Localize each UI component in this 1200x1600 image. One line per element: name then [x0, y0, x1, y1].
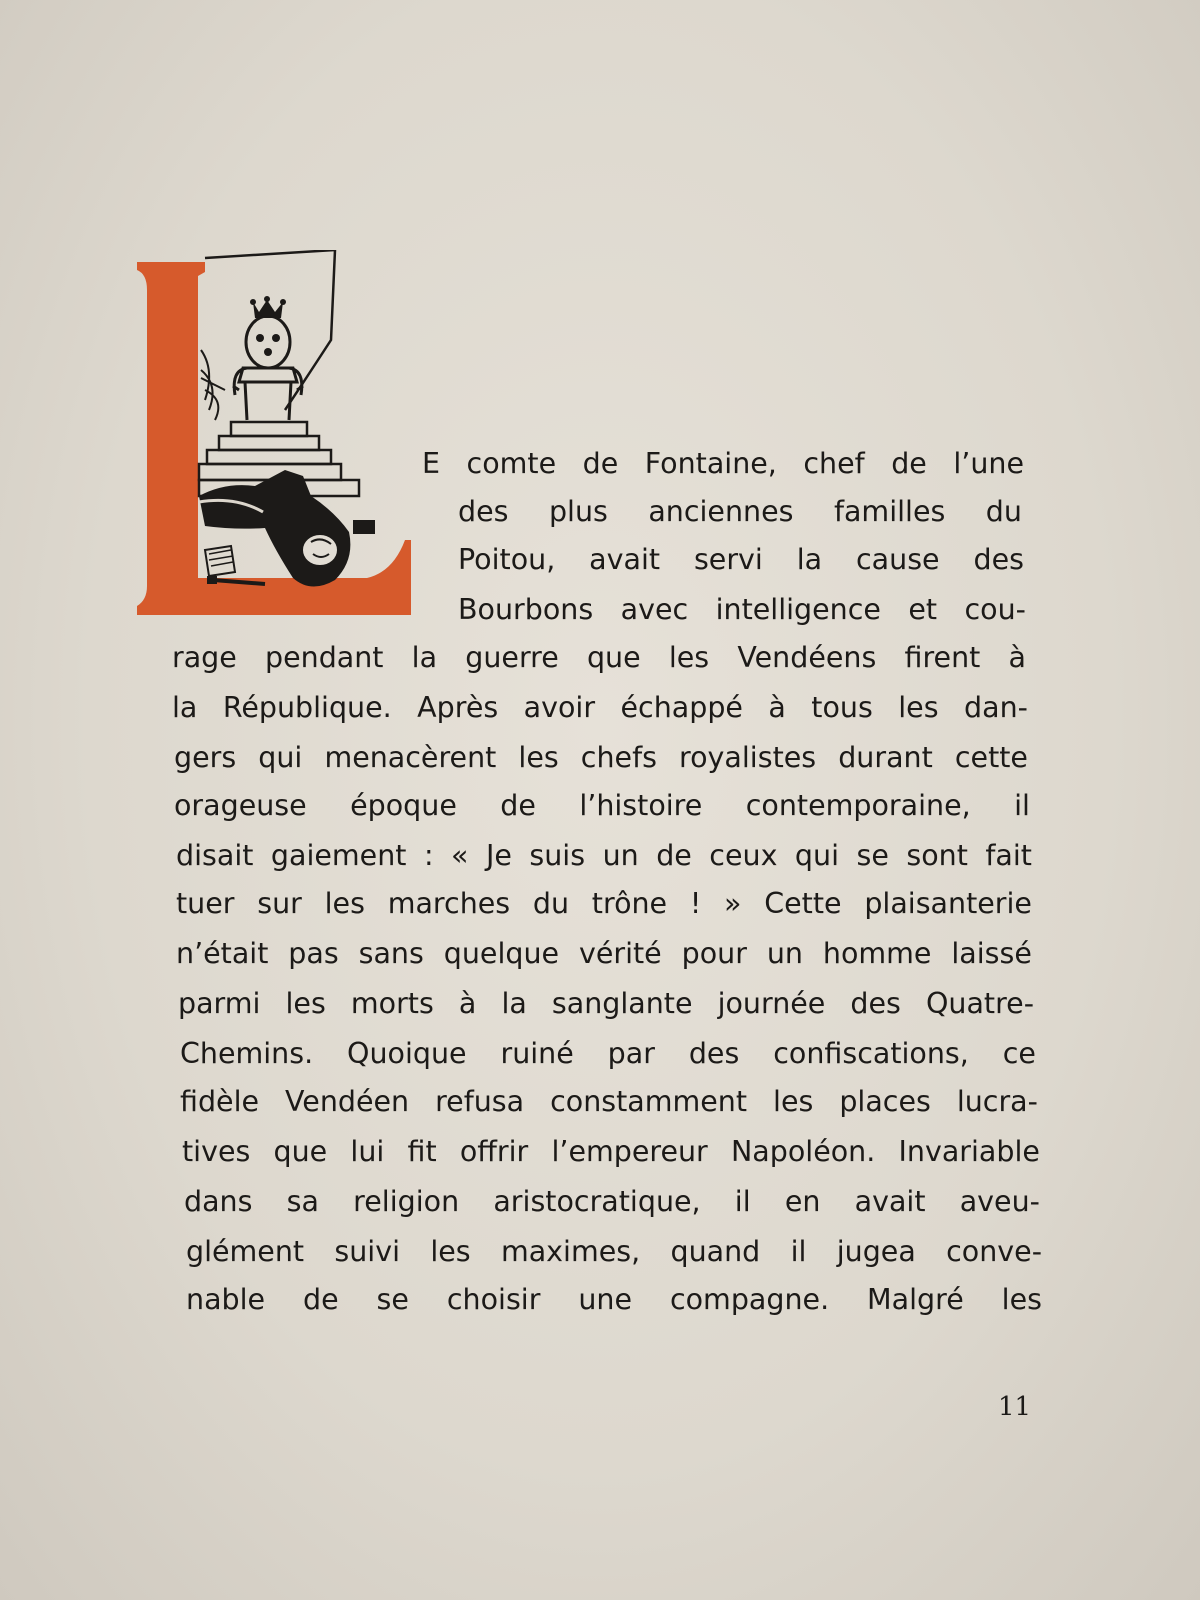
word: maximes,: [500, 1235, 641, 1268]
word: menacèrent: [324, 741, 497, 774]
text-line: [172, 638, 1026, 678]
word: se: [376, 1283, 409, 1316]
text-line: [184, 1182, 1040, 1222]
word: un: [602, 839, 639, 872]
word: il: [790, 1235, 807, 1268]
word: les: [773, 1085, 814, 1118]
word: un: [766, 937, 803, 970]
word: suivi: [334, 1235, 401, 1268]
word: Quatre-: [925, 987, 1034, 1020]
word: Vendéens: [737, 641, 877, 674]
word: dans: [184, 1185, 253, 1218]
word: Malgré: [867, 1283, 964, 1316]
word: des: [458, 495, 509, 528]
word: plus: [548, 495, 608, 528]
word: les: [285, 987, 326, 1020]
word: échappé: [620, 691, 743, 724]
word: Poitou,: [458, 543, 556, 576]
word: marches: [387, 887, 511, 920]
word: avait: [854, 1185, 926, 1218]
word: les: [324, 887, 365, 920]
word: à: [458, 987, 477, 1020]
word: Fontaine,: [644, 447, 777, 480]
word: il: [734, 1185, 751, 1218]
text-line: [178, 984, 1034, 1024]
word: n’était: [176, 937, 269, 970]
word: refusa: [435, 1085, 525, 1118]
word: :: [423, 839, 434, 872]
word: ruiné: [500, 1037, 574, 1070]
word: familles: [833, 495, 946, 528]
text-line: [176, 934, 1032, 974]
word: chef: [803, 447, 865, 480]
word: quand: [670, 1235, 761, 1268]
word: comte: [466, 447, 557, 480]
throne-back: [246, 316, 290, 368]
word: aristocratique,: [493, 1185, 701, 1218]
word: orageuse: [174, 789, 307, 822]
word: époque: [350, 789, 457, 822]
word: se: [856, 839, 889, 872]
word: lui: [350, 1135, 385, 1168]
word: laissé: [951, 937, 1032, 970]
word: servi: [693, 543, 763, 576]
word: tuer: [176, 887, 235, 920]
text-line: [176, 884, 1032, 924]
text-line: [186, 1280, 1042, 1320]
word: Chemins.: [180, 1037, 314, 1070]
word: morts: [350, 987, 434, 1020]
page-number: 11: [998, 1392, 1032, 1422]
word: !: [689, 887, 702, 920]
word: de: [303, 1283, 339, 1316]
word: du: [532, 887, 570, 920]
word: compagne.: [669, 1283, 830, 1316]
word: avoir: [523, 691, 596, 724]
word: l’histoire: [579, 789, 703, 822]
frame-outline: [205, 250, 335, 410]
word: que: [273, 1135, 328, 1168]
word: «: [451, 839, 469, 872]
text-line: [186, 1232, 1042, 1272]
word: quelque: [443, 937, 560, 970]
fleur-de-lis-icon: [256, 334, 280, 356]
word: qui: [258, 741, 303, 774]
word: des: [973, 543, 1024, 576]
word: suis: [529, 839, 586, 872]
word: disait: [176, 839, 254, 872]
word: il: [1014, 789, 1030, 822]
text-line: [176, 836, 1032, 876]
word: Quoique: [347, 1037, 467, 1070]
word: les: [898, 691, 939, 724]
text-line: [458, 540, 1024, 580]
word: glément: [186, 1235, 305, 1268]
word: à: [1008, 641, 1026, 674]
word: E: [422, 447, 441, 480]
word: avec: [620, 593, 689, 626]
word: pas: [288, 937, 339, 970]
word: l’une: [953, 447, 1024, 480]
word: choisir: [446, 1283, 541, 1316]
word: tives: [182, 1135, 251, 1168]
word: constamment: [550, 1085, 748, 1118]
word: la: [796, 543, 823, 576]
dropcap-illustration: [135, 250, 425, 630]
word: cette: [954, 741, 1028, 774]
word: nable: [186, 1283, 266, 1316]
text-line: [174, 786, 1030, 826]
word: fait: [985, 839, 1032, 872]
word: la: [411, 641, 438, 674]
word: pour: [681, 937, 747, 970]
word: Après: [417, 691, 499, 724]
word: conve-: [946, 1235, 1042, 1268]
word: pendant: [265, 641, 384, 674]
word: plaisanterie: [864, 887, 1032, 920]
word: de: [891, 447, 927, 480]
word: les: [518, 741, 559, 774]
text-line: [172, 688, 1028, 728]
word: anciennes: [648, 495, 794, 528]
text-line: [458, 492, 1022, 532]
word: sur: [257, 887, 302, 920]
word: des: [850, 987, 901, 1020]
word: parmi: [178, 987, 261, 1020]
word: confiscations,: [773, 1037, 969, 1070]
word: fit: [407, 1135, 437, 1168]
fallen-soldier: [199, 470, 375, 587]
word: chefs: [580, 741, 657, 774]
word: Napoléon.: [730, 1135, 876, 1168]
word: lucra-: [956, 1085, 1038, 1118]
word: cause: [856, 543, 940, 576]
word: que: [586, 641, 641, 674]
word: fidèle: [180, 1085, 260, 1118]
word: royalistes: [679, 741, 817, 774]
word: jugea: [836, 1235, 916, 1268]
word: Invariable: [898, 1135, 1040, 1168]
word: du: [985, 495, 1022, 528]
word: ceux: [709, 839, 778, 872]
word: »: [724, 887, 742, 920]
word: trône: [591, 887, 668, 920]
word: religion: [353, 1185, 460, 1218]
word: Bourbons: [458, 593, 594, 626]
word: durant: [838, 741, 933, 774]
word: Cette: [764, 887, 842, 920]
word: Je: [485, 839, 512, 872]
word: les: [668, 641, 710, 674]
word: en: [784, 1185, 821, 1218]
word: gaiement: [270, 839, 407, 872]
throne: [233, 368, 303, 420]
word: l’empereur: [551, 1135, 708, 1168]
word: places: [839, 1085, 931, 1118]
text-line: [180, 1034, 1036, 1074]
word: sa: [286, 1185, 319, 1218]
word: avait: [589, 543, 661, 576]
word: firent: [904, 641, 981, 674]
text-line: [180, 1082, 1038, 1122]
word: la: [172, 691, 198, 724]
word: à: [768, 691, 786, 724]
word: guerre: [465, 641, 559, 674]
word: intelligence: [715, 593, 881, 626]
curtain: [201, 350, 225, 420]
word: qui: [794, 839, 839, 872]
word: sanglante: [551, 987, 693, 1020]
word: gers: [174, 741, 237, 774]
word: dan-: [964, 691, 1028, 724]
word: une: [578, 1283, 633, 1316]
word: rage: [172, 641, 237, 674]
word: homme: [822, 937, 932, 970]
word: de: [582, 447, 619, 480]
word: offrir: [459, 1135, 529, 1168]
word: la: [501, 987, 527, 1020]
text-line: [422, 444, 1024, 484]
word: République.: [222, 691, 392, 724]
word: de: [500, 789, 536, 822]
word: tous: [811, 691, 873, 724]
word: cou-: [964, 593, 1026, 626]
word: les: [430, 1235, 471, 1268]
word: les: [1001, 1283, 1042, 1316]
text-line: [182, 1132, 1040, 1172]
word: aveu-: [959, 1185, 1040, 1218]
word: contemporaine,: [745, 789, 971, 822]
word: par: [607, 1037, 655, 1070]
text-line: [458, 590, 1026, 630]
word: sont: [906, 839, 968, 872]
word: des: [688, 1037, 740, 1070]
word: journée: [717, 987, 826, 1020]
word: de: [656, 839, 692, 872]
word: et: [908, 593, 938, 626]
word: ce: [1002, 1037, 1036, 1070]
word: sans: [358, 937, 424, 970]
word: Vendéen: [285, 1085, 410, 1118]
word: vérité: [578, 937, 662, 970]
text-line: [174, 738, 1028, 778]
